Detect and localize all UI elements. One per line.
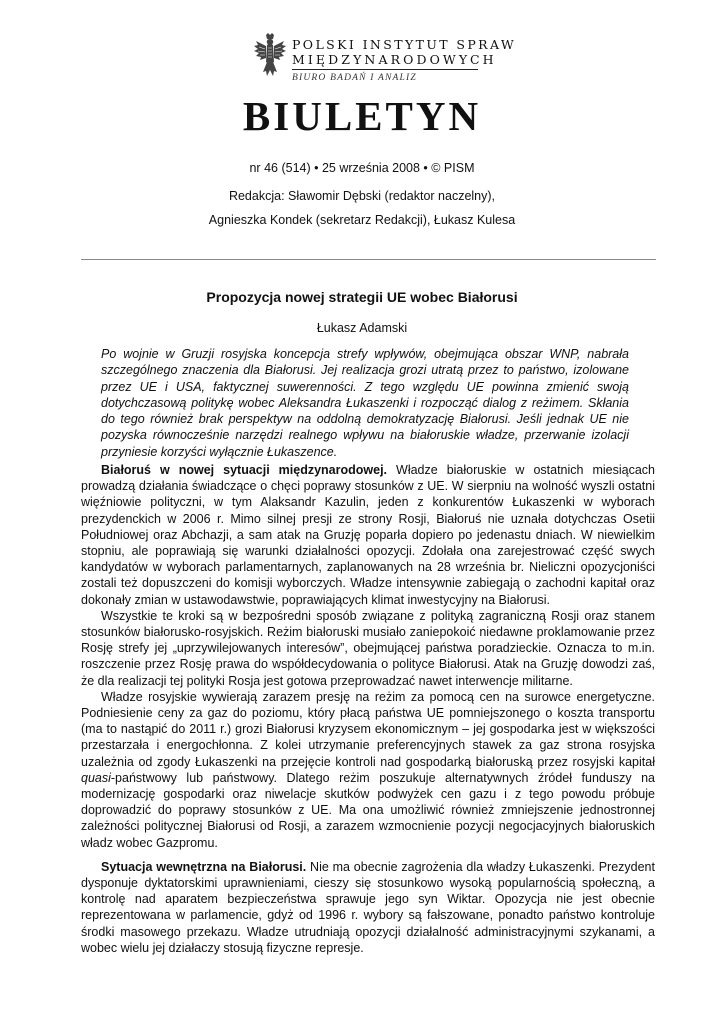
paragraph-text: Władze białoruskie w ostatnich miesiącach prowadzą działania świadczące o chęci poprawy stosunków z UE. W sierpniu na wolność wyszli ostatni więźniowie polityczni, w tym Alaksandr Kazulin, jeden z konkurentów Łukaszenki w wyborach prezydenckich w 2006 r. Mimo silnej presji ze strony Rosji, Białoruś nie uznała dotychczas Osetii Południowej oraz Abchazji, a sam atak na Gruzję poparła dopiero po jedenastu dniach. W niewielkim stopniu, ale poprawiają się warunki działalności opozycji. Zdołała ona zarejestrować część swych kandydatów w wyborach parlamentarnych, zaplanowanych na 28 września br. Nieliczni opozycjoniści zostali też dopuszczeni do komisji wyborczych. Władze intensywnie zabiegają o zachodni kapitał oraz dokonały zmian w ustawodawstwie, poprawiających klimat inwestycyjny na Białorusi. — [81, 463, 655, 607]
paragraph-text: -państwowy lub państwowy. Dlatego reżim poszukuje alternatywnych źródeł funduszy na modernizację gospodarki oraz niwelacje skutków podwyżek cen gazu i z tego powodu próbuje doprowadzić do poprawy stosunków z UE. Ma ona umożliwić również zmniejszenie jednostronnej zależności politycznej Białorusi od Rosji, a zarazem wzmocnienie pozycji negocjacyjnych białoruskich władz wobec Gazpromu. — [81, 770, 655, 850]
editors-line-1: Redakcja: Sławomir Dębski (redaktor naczelny), — [228, 189, 496, 203]
institute-name-line1: POLSKI INSTYTUT SPRAW — [292, 37, 517, 52]
paragraph: Wszystkie te kroki są w bezpośredni sposób związane z polityką zagraniczną Rosji oraz stanem stosunków białorusko-rosyjskich. Reżim białoruski musiało zaniepokoić niedawne proklamowanie przez Rosję strefy jej „uprzywilejowanych interesów”, obejmującej państwa poradzieckie. Oznacza to m.in. roszczenie przez Rosję prawa do współdecydowania o polityce Białorusi. Atak na Gruzję dowodzi zaś, że dla realizacji tej polityki Rosja jest gotowa przeprowadzać nawet interwencje militarne. — [81, 608, 655, 688]
eagle-emblem-icon — [252, 32, 288, 78]
institute-divider — [292, 69, 478, 70]
publication-title: BIULETYN — [242, 93, 482, 139]
paragraph — [81, 859, 655, 956]
article-author: Łukasz Adamski — [316, 321, 408, 335]
article-body — [81, 462, 655, 956]
paragraph-text: Nie ma obecnie zagrożenia dla władzy Łukaszenki. Prezydent dysponuje dyktatorskimi uprawnieniami, cieszy się stosunkowo wysoką popularnością społeczną, a kontrolę nad aparatem bezpieczeństwa sprawuje jego syn Wiktar. Opozycja nie jest obecnie reprezentowana w parlamencie, gdyż od 1996 r. wybory są fałszowane, ponadto państwo kontroluje środki masowego przekazu. Władze utrudniają opozycji działalność administracyjnymi szykanami, a wobec wielu jej działaczy stosują fizyczne represje. — [81, 859, 655, 955]
section-heading: Sytuacja wewnętrzna na Białorusi. — [101, 859, 307, 874]
paragraph — [81, 689, 655, 851]
section-heading: Białoruś w nowej sytuacji międzynarodowej. — [101, 463, 388, 477]
paragraph-text: Władze rosyjskie wywierają zarazem presję na reżim za pomocą cen na surowce energetyczne. Podniesienie ceny za gaz do poziomu, który płacą państwa UE pomniejszonego o koszta transportu (ma to nastąpić do 2011 r.) grozi Białorusi kryzysem ekonomicznym – jej gospodarka jest w większości przestarzała i energochłonna. Z kolei utrzymanie preferencyjnych stawek za gaz strona rosyjska uzależnia od zgody Łukaszenki na przejęcie kontroli nad gospodarką białoruską przez rosyjski kapitał — [81, 689, 655, 769]
paragraph — [81, 462, 655, 608]
editors-line-2: Agnieszka Kondek (sekretarz Redakcji), Łukasz Kulesa — [208, 213, 516, 227]
issue-line: nr 46 (514) • 25 września 2008 • © PISM — [249, 161, 475, 175]
header-separator — [81, 259, 656, 260]
article-title: Propozycja nowej strategii UE wobec Białorusi — [206, 289, 518, 305]
institute-name — [292, 37, 516, 67]
article-abstract: Po wojnie w Gruzji rosyjska koncepcja strefy wpływów, obejmująca obszar WNP, nabrała szczególnego znaczenia dla Białorusi. Jej realizacja grozi utratą przez to państwo, izolowane przez UE i USA, faktycznej suwerenności. Z tego względu UE powinna zmienić swoją dotychczasową politykę wobec Aleksandra Łukaszenki i rozpocząć dialog z reżimem. Skłania do tego również brak perspektyw na oddolną demokratyzację Białorusi. Jeśli jednak UE nie pozyska równocześnie narzędzi realnego wpływu na białoruskie władze, przerwanie izolacji przyniesie korzyści wyłącznie Łukaszence. — [101, 347, 629, 459]
institute-name-line2: MIĘDZYNARODOWYCH — [292, 52, 497, 67]
bureau-name: BIURO BADAŃ I ANALIZ — [292, 73, 417, 83]
italic-term: quasi — [81, 770, 111, 785]
